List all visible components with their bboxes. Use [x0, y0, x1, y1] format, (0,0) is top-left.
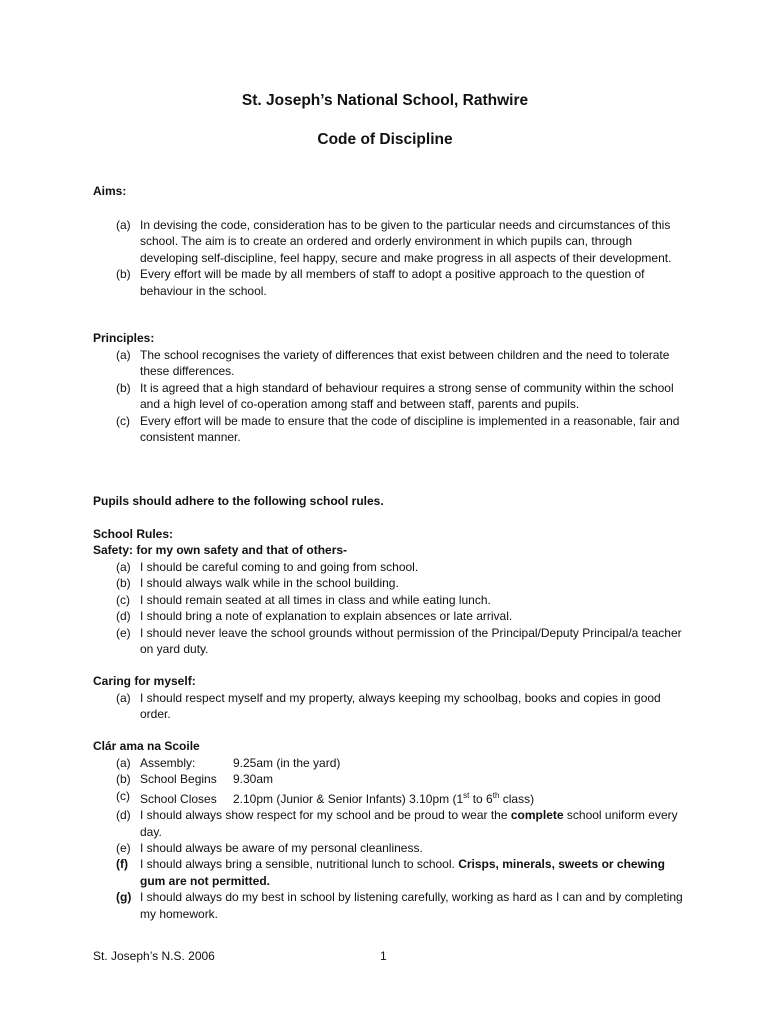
school-name-title: St. Joseph’s National School, Rathwire	[241, 92, 529, 109]
school-rules-list	[116, 559, 686, 657]
aims-heading: Aims:	[93, 184, 127, 198]
list-item: (e) I should never leave the school grounds without permission of the Principal/Deputy Principal/a teacher on yard duty.	[116, 625, 682, 657]
clar-ama-list	[116, 755, 686, 922]
caring-list	[116, 690, 686, 723]
caring-heading: Caring for myself:	[93, 674, 196, 688]
list-item: (a) In devising the code, consideration has to be given to the particular needs and circumstances of this school. The aim is to create an ordered and orderly environment in which pupils can, through developing self-discipline, feel happy, secure and make progress in all aspects of their development.	[116, 218, 672, 265]
list-item: (b) School Begins 9.30am	[116, 772, 274, 787]
list-item: (e) I should always be aware of my personal cleanliness.	[116, 841, 423, 856]
clar-ama-heading: Clár ama na Scoile	[93, 739, 200, 753]
list-item: (b) It is agreed that a high standard of behaviour requires a strong sense of community within the school and a high level of co-operation among staff and between staff, parents and pupils.	[116, 380, 674, 412]
list-item: (a) The school recognises the variety of differences that exist between children and the need to tolerate these differences.	[116, 348, 670, 379]
principles-list	[116, 347, 686, 445]
page-number: 1	[380, 949, 387, 963]
footer-text: St. Joseph’s N.S. 2006	[93, 949, 215, 963]
list-item: (g) I should always do my best in school by listening carefully, working as hard as I can and by completing my homework.	[116, 890, 683, 921]
list-item: (f) I should always bring a sensible, nutritional lunch to school. Crisps, minerals, sweets or chewing gum are not permitted.	[116, 857, 665, 888]
list-item: (a) I should respect myself and my property, always keeping my schoolbag, books and copies in good order.	[116, 691, 661, 722]
list-item: (a) I should be careful coming to and going from school.	[116, 560, 419, 574]
list-item: (b) Every effort will be made by all members of staff to adopt a positive approach to the question of behaviour in the school.	[116, 267, 645, 298]
adhere-heading: Pupils should adhere to the following school rules.	[93, 494, 384, 508]
safety-subheading: Safety: for my own safety and that of others-	[93, 543, 348, 557]
list-item: (b) I should always walk while in the school building.	[116, 576, 399, 591]
list-item: (c) I should remain seated at all times in class and while eating lunch.	[116, 592, 491, 607]
aims-list	[116, 217, 686, 299]
list-item: (c) School Closes 2.10pm (Junior & Senior Infants) 3.10pm (1st to 6th class)	[116, 788, 535, 806]
school-rules-heading: School Rules:	[93, 527, 174, 541]
list-item: (c) Every effort will be made to ensure that the code of discipline is implemented in a reasonable, fair and consistent manner.	[116, 413, 680, 445]
list-item: (d) I should bring a note of explanation to explain absences or late arrival.	[116, 609, 513, 624]
list-item: (d) I should always show respect for my school and be proud to wear the complete school uniform every day.	[116, 808, 678, 839]
list-item: (a) Assembly: 9.25am (in the yard)	[116, 756, 341, 770]
principles-heading: Principles:	[93, 331, 155, 345]
document-title: Code of Discipline	[317, 131, 453, 148]
